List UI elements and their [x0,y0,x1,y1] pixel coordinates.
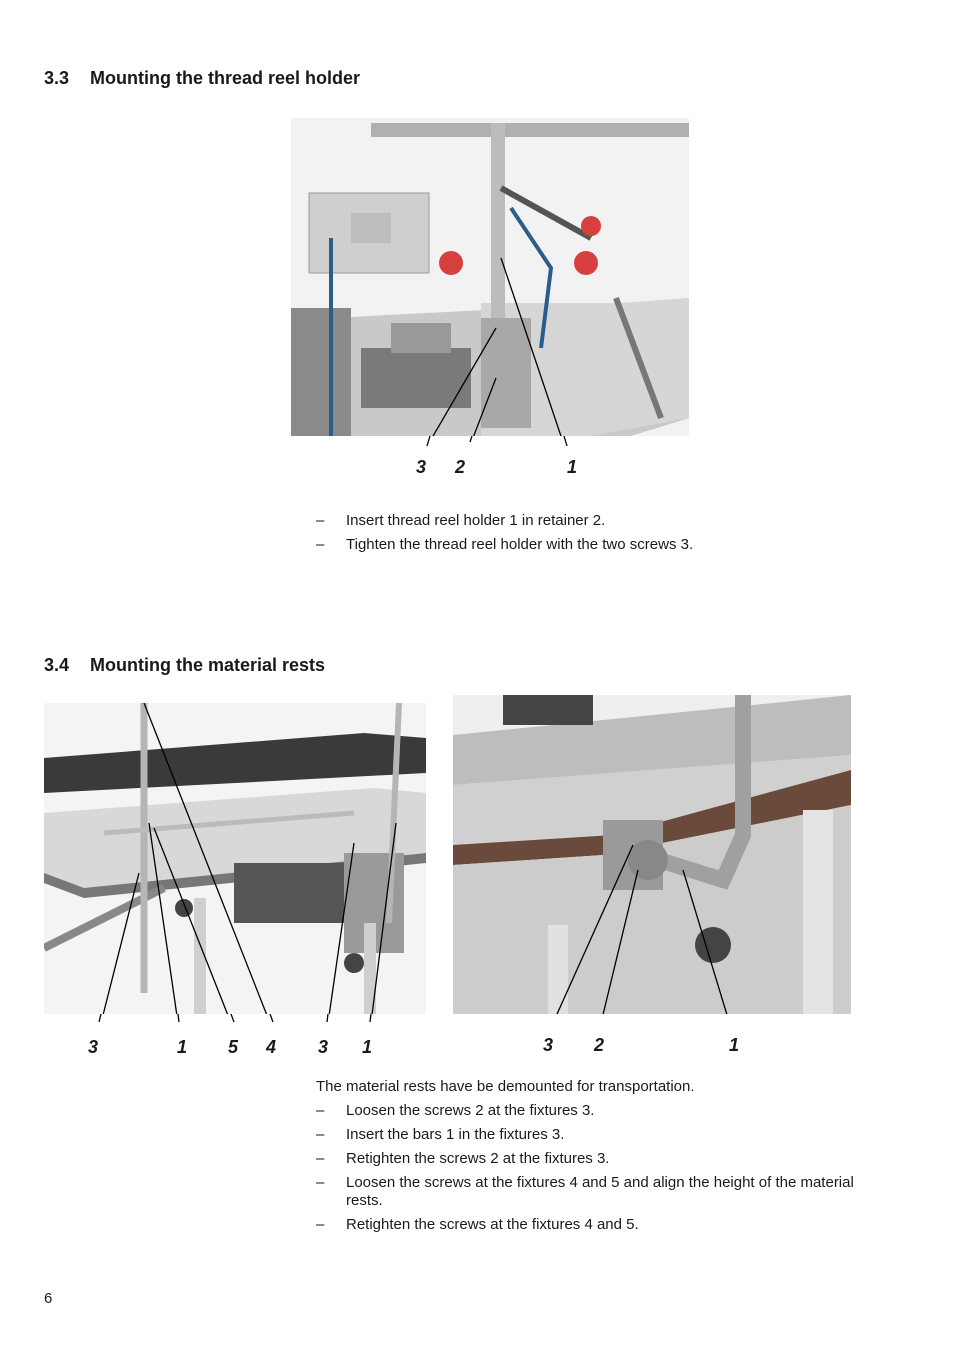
list-item [316,1126,856,1144]
bullet: – [316,536,325,553]
step-text: Loosen the screws 2 at the fixtures 3. [346,1102,595,1119]
section-title: Mounting the material rests [90,655,326,675]
list-item [316,536,856,554]
fixture-closeup-photo [453,695,851,1014]
bullet: – [316,1174,325,1191]
callout-1: 1 [567,457,578,477]
list-item [316,1150,856,1168]
step-text: Loosen the screws at the fixtures 4 and 5 and align the height of the material rests. [346,1174,854,1209]
callout-3: 3 [543,1035,554,1055]
bullet: – [316,512,325,529]
callout-2: 2 [594,1035,605,1055]
callout-1: 1 [729,1035,740,1055]
callout-2: 2 [455,457,466,477]
step-text: Tighten the thread reel holder with the two screws 3. [346,536,694,553]
section-3-3-steps [316,512,856,560]
section-3-4-heading [44,655,325,676]
section-3-3-heading [44,68,360,89]
page-number: 6 [44,1290,53,1307]
section-3-4-steps [316,1078,856,1240]
step-text: Insert the bars 1 in the fixtures 3. [346,1126,565,1143]
callout-3: 3 [88,1037,99,1057]
step-text: Retighten the screws at the fixtures 4 and 5. [346,1216,639,1233]
callout-4: 4 [266,1037,277,1057]
bullet: – [316,1102,325,1119]
callout-3: 3 [416,457,427,477]
callout-1: 1 [177,1037,188,1057]
bullet: – [316,1216,325,1233]
list-item [316,1174,856,1210]
step-text: Retighten the screws 2 at the fixtures 3. [346,1150,610,1167]
list-item [316,1102,856,1120]
list-item [316,1216,856,1234]
callout-3: 3 [318,1037,329,1057]
bullet: – [316,1126,325,1143]
material-rests-overview-photo [44,703,426,1014]
thread-reel-holder-photo [291,118,689,436]
callout-1: 1 [362,1037,373,1057]
bullet: – [316,1150,325,1167]
callout-5: 5 [228,1037,239,1057]
section-title: Mounting the thread reel holder [90,68,361,88]
section-number: 3.3 [44,68,70,88]
step-text: Insert thread reel holder 1 in retainer 2. [346,512,606,529]
list-item [316,512,856,530]
section-intro: The material rests have be demounted for transportation. [316,1078,695,1095]
section-number: 3.4 [44,655,70,675]
